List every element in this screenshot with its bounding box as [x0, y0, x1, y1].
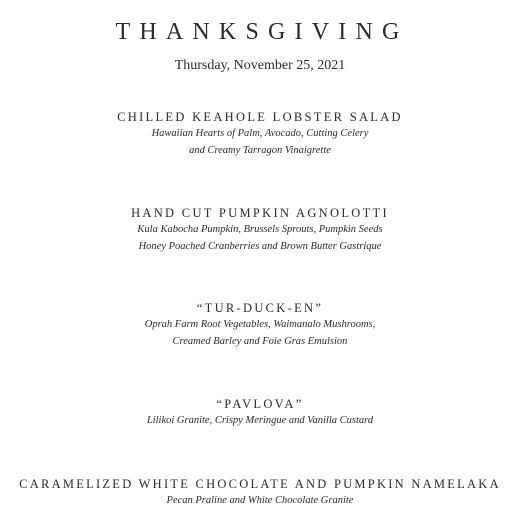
course-tur-duck-en	[0, 301, 520, 350]
course-name: CARAMELIZED WHITE CHOCOLATE AND PUMPKIN NAMELAKA	[19, 477, 501, 491]
course-description-line: Pecan Praline and White Chocolate Granite	[166, 495, 354, 506]
course-name: HAND CUT PUMPKIN AGNOLOTTI	[131, 206, 389, 220]
course-description-line: and Creamy Tarragon Vinaigrette	[189, 145, 331, 156]
course-description-line: Honey Poached Cranberries and Brown Butter Gastrique	[138, 241, 382, 252]
course-namelaka	[0, 477, 520, 509]
menu-date: Thursday, November 25, 2021	[174, 58, 346, 73]
course-description-line: Creamed Barley and Foie Gras Emulsion	[172, 336, 348, 347]
course-description-line: Hawaiian Hearts of Palm, Avocado, Cutting Celery	[151, 128, 369, 139]
course-pavlova	[0, 397, 520, 429]
course-description-line: Lilikoi Granite, Crispy Meringue and Vanilla Custard	[146, 415, 374, 426]
course-description-line: Oprah Farm Root Vegetables, Waimanalo Mushrooms,	[144, 319, 376, 330]
course-description-line: Kula Kabocha Pumpkin, Brussels Sprouts, Pumpkin Seeds	[137, 224, 383, 235]
course-name: “PAVLOVA”	[216, 397, 304, 411]
course-lobster-salad	[0, 110, 520, 159]
menu-title: THANKSGIVING	[115, 19, 409, 45]
course-name: “TUR-DUCK-EN”	[196, 301, 324, 315]
course-name: CHILLED KEAHOLE LOBSTER SALAD	[117, 110, 403, 124]
course-pumpkin-agnolotti	[0, 206, 520, 255]
